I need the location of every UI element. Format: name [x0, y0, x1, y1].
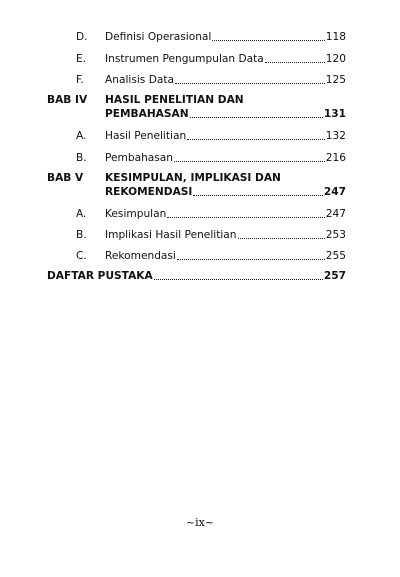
toc-entry-title: Pembahasan [105, 152, 173, 164]
toc-entry-letter: F. [76, 74, 84, 86]
toc-entry-letter: A. [76, 208, 87, 220]
toc-chapter-bab-iv[interactable] [47, 93, 346, 121]
toc-entry[interactable] [76, 129, 346, 143]
chapter-label: BAB V [47, 172, 84, 184]
toc-entry-page: 125 [325, 74, 346, 86]
toc-entry-title: Analisis Data [105, 74, 174, 86]
toc-entry-letter: B. [76, 229, 87, 241]
toc-entry[interactable] [76, 207, 346, 221]
dot-leader [175, 82, 325, 84]
toc-entry-title: Implikasi Hasil Penelitian [105, 229, 237, 241]
page-number: ~ix~ [185, 516, 215, 529]
toc-entry-title: Hasil Penelitian [105, 130, 187, 142]
toc-entry[interactable] [76, 73, 346, 87]
toc-entry-page: 255 [325, 250, 346, 262]
dot-leader [190, 116, 323, 118]
chapter-title-line2: PEMBAHASAN [105, 108, 189, 120]
toc-entry-title: Rekomendasi [105, 250, 176, 262]
toc-entry[interactable] [76, 151, 346, 165]
chapter-page: 131 [323, 108, 346, 120]
toc-entry-page: 118 [325, 31, 346, 43]
toc-entry-letter: A. [76, 130, 87, 142]
toc-entry-title: Instrumen Pengumpulan Data [105, 53, 264, 65]
dot-leader [193, 194, 323, 196]
toc-entry-page: 257 [323, 270, 346, 282]
toc-entry-title: Definisi Operasional [105, 31, 212, 43]
toc-daftar-pustaka[interactable] [47, 269, 346, 283]
dot-leader [238, 237, 325, 239]
chapter-label: BAB IV [47, 94, 88, 106]
toc-entry[interactable] [76, 249, 346, 263]
toc-entry-letter: D. [76, 31, 88, 43]
toc-entry[interactable] [76, 228, 346, 242]
toc-entry-page: 132 [325, 130, 346, 142]
dot-leader [174, 160, 325, 162]
toc-entry-title: Kesimpulan [105, 208, 167, 220]
chapter-title-line2: REKOMENDASI [105, 186, 193, 198]
toc-entry-page: 120 [325, 53, 346, 65]
toc-chapter-bab-v[interactable] [47, 171, 346, 199]
toc-entry[interactable] [76, 52, 346, 66]
dot-leader [212, 39, 324, 41]
toc-entry-title: DAFTAR PUSTAKA [47, 270, 153, 282]
toc-entry-letter: E. [76, 53, 87, 65]
toc-entry-page: 247 [325, 208, 346, 220]
toc-entry-page: 216 [325, 152, 346, 164]
dot-leader [187, 138, 325, 140]
chapter-page: 247 [323, 186, 346, 198]
toc-entry-letter: C. [76, 250, 87, 262]
dot-leader [265, 61, 325, 63]
dot-leader [154, 278, 323, 280]
chapter-title-line1: HASIL PENELITIAN DAN [105, 94, 244, 106]
dot-leader [167, 216, 324, 218]
chapter-title-line1: KESIMPULAN, IMPLIKASI DAN [105, 172, 281, 184]
toc-entry-page: 253 [325, 229, 346, 241]
toc-entry[interactable] [76, 30, 346, 44]
dot-leader [177, 258, 325, 260]
toc-entry-letter: B. [76, 152, 87, 164]
